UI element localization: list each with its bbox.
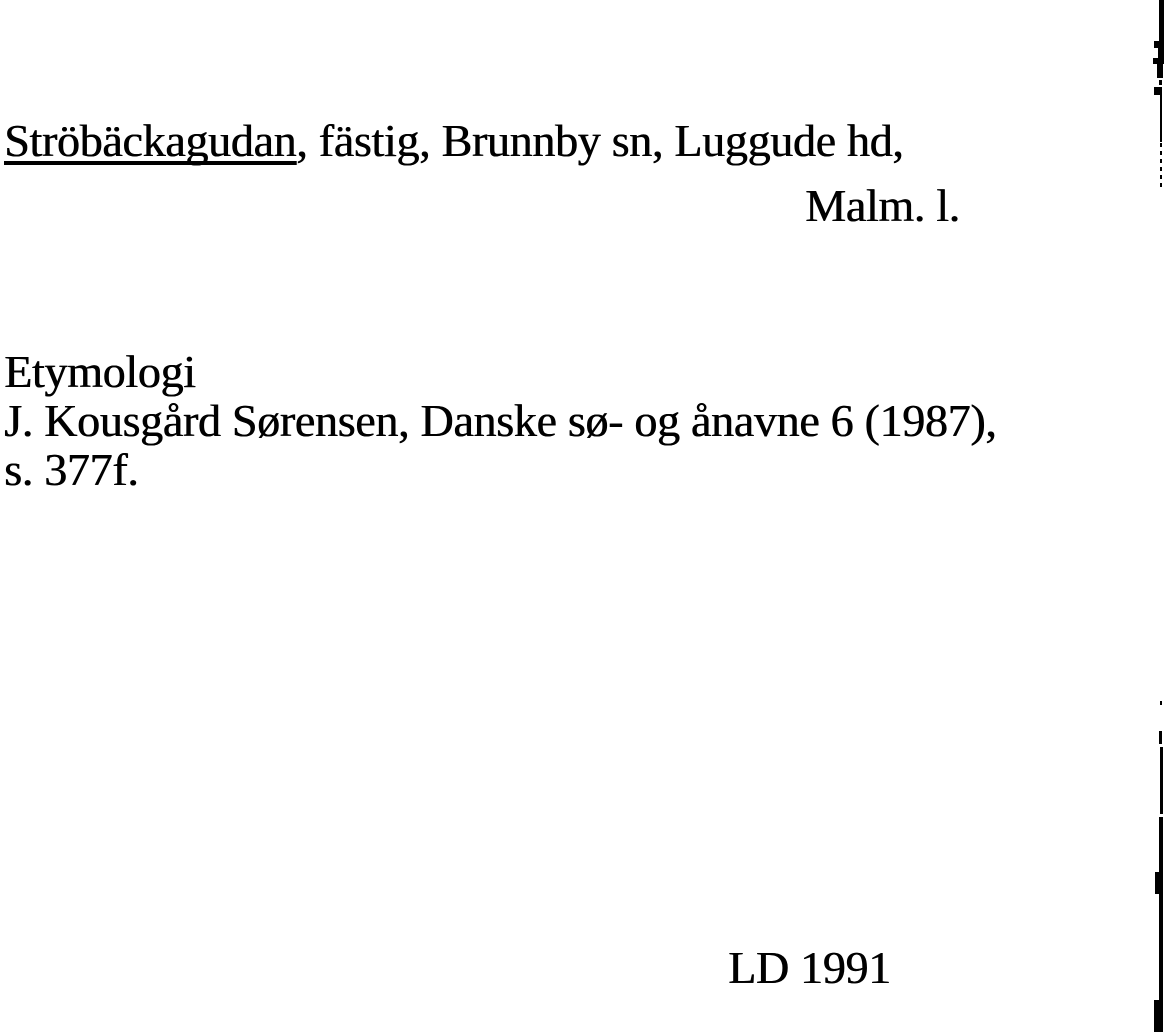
scan-edge-artifact <box>1159 80 1162 85</box>
etymology-pages: s. 377f. <box>4 444 139 495</box>
entry-line <box>4 116 903 165</box>
scan-edge-artifact <box>1154 41 1164 48</box>
etymology-heading: Etymologi <box>4 346 196 397</box>
entry-details: , fästig, Brunnby sn, Luggude hd, <box>296 115 904 166</box>
scan-edge-artifact <box>1159 0 1164 44</box>
scan-edge-artifact <box>1160 143 1162 188</box>
scan-edge-artifact <box>1154 1000 1163 1032</box>
scan-edge-artifact <box>1159 731 1162 744</box>
scan-edge-artifact <box>1160 747 1163 814</box>
etymology-reference: J. Kousgård Sørensen, Danske sø- og ånavne 6 (1987), <box>4 395 997 446</box>
scan-edge-artifact <box>1157 64 1163 78</box>
scan-edge-artifact <box>1154 87 1162 95</box>
scan-edge-artifact <box>1160 95 1162 142</box>
signature-date: LD 1991 <box>728 942 891 993</box>
county-abbreviation: Malm. l. <box>805 180 960 231</box>
scan-edge-artifact <box>1160 701 1162 705</box>
etymology-section <box>4 347 996 494</box>
headword: Ströbäckagudan <box>4 115 297 166</box>
scan-edge-artifact <box>1155 872 1163 894</box>
